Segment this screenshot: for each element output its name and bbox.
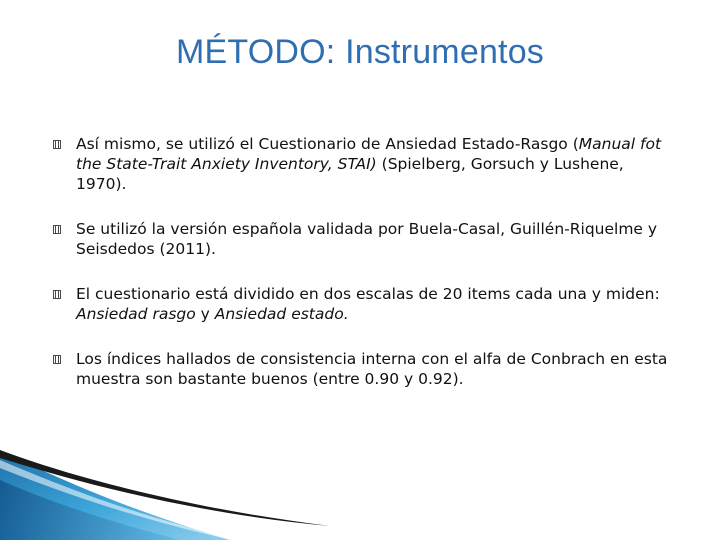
bullet-text-run: Los índices hallados de consistencia interna con el alfa de Conbrach en esta muestra son bastante buenos (entre 0.90 y 0.92).: [76, 350, 668, 388]
bullet-text: [76, 135, 661, 193]
bullet-text: [76, 285, 660, 323]
bullet-list: [56, 134, 676, 414]
bullet-marker-icon: [53, 225, 61, 234]
bullet-text-run: El cuestionario está dividido en dos escalas de 20 items cada una y miden:: [76, 285, 660, 303]
bullet-item: [56, 349, 676, 389]
bullet-text-italic: Ansiedad rasgo: [76, 305, 196, 323]
bullet-marker-icon: [53, 355, 61, 364]
bullet-text-italic: Ansiedad estado.: [214, 305, 349, 323]
bullet-text: [76, 350, 667, 388]
bullet-text-run: (Spielberg, Gorsuch y Lushene, 1970).: [76, 155, 624, 193]
bullet-item: [56, 134, 676, 194]
bullet-marker-icon: [53, 290, 61, 299]
bullet-item: [56, 284, 676, 324]
bullet-text-run: y: [195, 305, 215, 323]
bullet-text-run: Así mismo, se utilizó el Cuestionario de Ansiedad Estado-Rasgo (: [76, 135, 579, 153]
bullet-text-run: Se utilizó la versión española validada por Buela-Casal, Guillén-Riquelme y Seisdedos (2011).: [76, 220, 658, 258]
bullet-marker-icon: [53, 140, 61, 149]
bullet-text: [76, 220, 657, 258]
bullet-text-italic: Manual fot the State-Trait Anxiety Inventory, STAI): [76, 135, 662, 173]
bullet-item: [56, 219, 676, 259]
decorative-corner-swoosh: [0, 440, 720, 540]
slide-title: MÉTODO: Instrumentos: [175, 33, 545, 71]
